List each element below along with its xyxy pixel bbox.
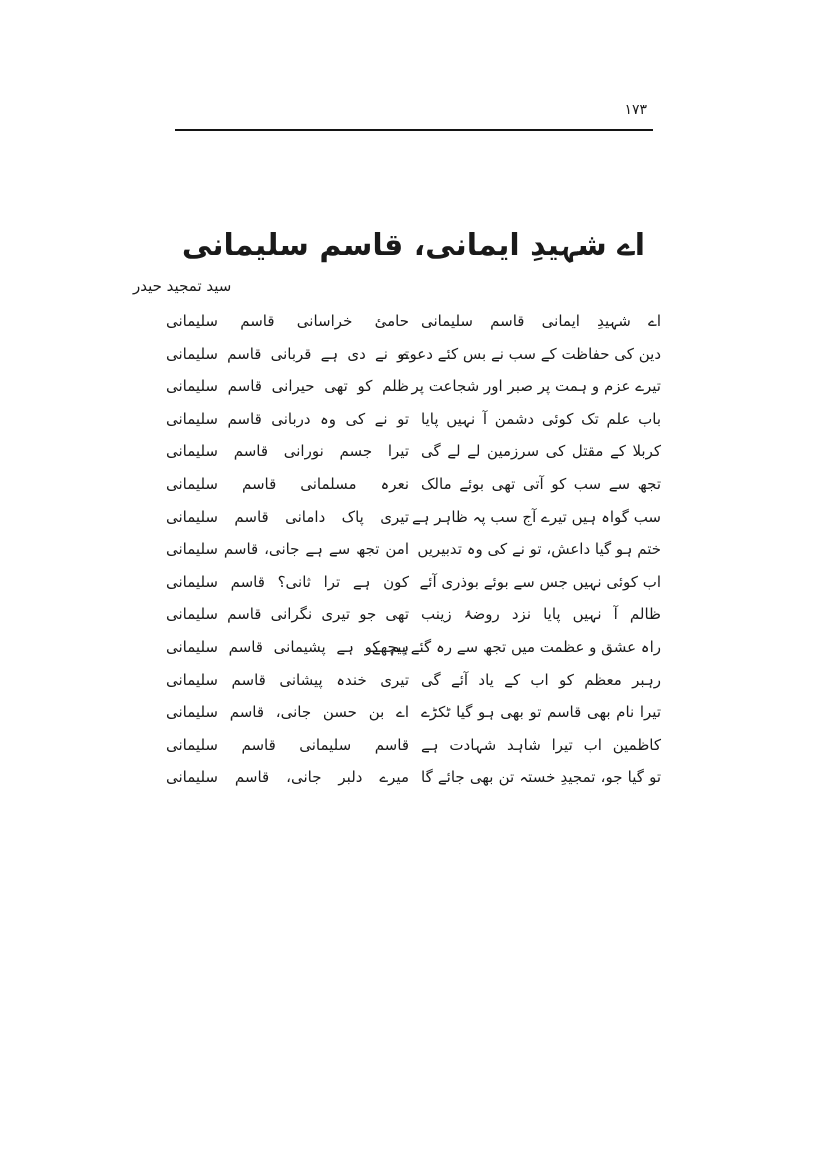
verse-row: [166, 631, 661, 664]
verse-row: [166, 598, 661, 631]
verse-row: [166, 501, 661, 534]
poem-body: [166, 305, 661, 794]
verse-row: [166, 664, 661, 697]
verse-row: [166, 696, 661, 729]
second-hemistich: ظلم کو تھی حیرانی قاسم سلیمانی: [166, 377, 409, 396]
second-hemistich: نعرہ مسلمانی قاسم سلیمانی: [166, 474, 409, 493]
verse-row: [166, 533, 661, 566]
second-hemistich: تیری خندہ پیشانی قاسم سلیمانی: [166, 670, 409, 689]
second-hemistich: امن تجھ سے ہے جانی، قاسم سلیمانی: [166, 540, 409, 559]
second-hemistich: تیری پاک دامانی قاسم سلیمانی: [166, 507, 409, 526]
second-hemistich: میرے دلبر جانی، قاسم سلیمانی: [166, 768, 409, 787]
first-hemistich: تجھ سے سب کو آتی تھی بوئے مالک: [421, 474, 661, 493]
first-hemistich: اے شہیدِ ایمانی قاسم سلیمانی: [421, 312, 661, 330]
second-hemistich: کون ہے ترا ثانی؟ قاسم سلیمانی: [166, 572, 409, 591]
first-hemistich: ظالم آ نہیں پایا نزد روضۂ زینب: [421, 605, 661, 624]
verse-row: [166, 403, 661, 436]
author-name: سید تمجید حیدر: [133, 277, 232, 295]
second-hemistich: قاسم سلیمانی قاسم سلیمانی: [166, 735, 409, 754]
first-hemistich: کربلا کے مقتل کی سرزمین لے لے گی: [421, 442, 661, 461]
first-hemistich: کاظمین اب تیرا شاہد شہادت ہے: [421, 735, 661, 754]
first-hemistich: تیرے عزم و ہمت پر صبر اور شجاعت پر: [411, 377, 661, 396]
page-number: ۱۷۳: [624, 102, 647, 118]
verse-row: [166, 435, 661, 468]
verse-row: [166, 305, 661, 338]
second-hemistich: اے بن حسن جانی، قاسم سلیمانی: [166, 703, 409, 722]
poem-title: اے شہیدِ ایمانی، قاسم سلیمانی: [181, 228, 646, 264]
first-hemistich: ختم ہو گیا داعش، تو نے کی وہ تدبیریں: [417, 540, 661, 559]
first-hemistich: اب کوئی نہیں جس سے بوئے بوذری آئے: [419, 572, 661, 591]
first-hemistich: سب گواہ ہیں تیرے آج سب پہ ظاہر ہے: [411, 507, 661, 526]
first-hemistich: رہبر معظم کو اب کے یاد آئے گی: [421, 670, 661, 689]
verse-row: [166, 370, 661, 403]
first-hemistich: تیرا نام بھی قاسم تو بھی ہو گیا ٹکڑے: [421, 703, 661, 722]
first-hemistich: تو گیا جو، تمجیدِ خستہ تن بھی جائے گا: [421, 768, 661, 787]
second-hemistich: تو نے دی ہے قربانی قاسم سلیمانی: [166, 344, 409, 363]
second-hemistich: تیرا جسم نورانی قاسم سلیمانی: [166, 442, 409, 461]
verse-row: [166, 729, 661, 762]
first-hemistich: راہ عشق و عظمت میں تجھ سے رہ گئے پیچھے: [371, 637, 661, 656]
second-hemistich: ہم کو ہے پشیمانی قاسم سلیمانی: [166, 637, 409, 656]
verse-row: [166, 761, 661, 794]
verse-row: [166, 468, 661, 501]
header-rule: [175, 129, 653, 131]
first-hemistich: دین کی حفاظت کے سب نے بس کئے دعوے: [400, 344, 661, 363]
verse-row: [166, 566, 661, 599]
second-hemistich: تھی جو تیری نگرانی قاسم سلیمانی: [166, 605, 409, 624]
first-hemistich: باب علم تک کوئی دشمن آ نہیں پایا: [421, 409, 661, 428]
second-hemistich: تو نے کی وہ دربانی قاسم سلیمانی: [166, 409, 409, 428]
verse-row: [166, 338, 661, 371]
second-hemistich: حامئ خراسانی قاسم سلیمانی: [166, 312, 409, 330]
